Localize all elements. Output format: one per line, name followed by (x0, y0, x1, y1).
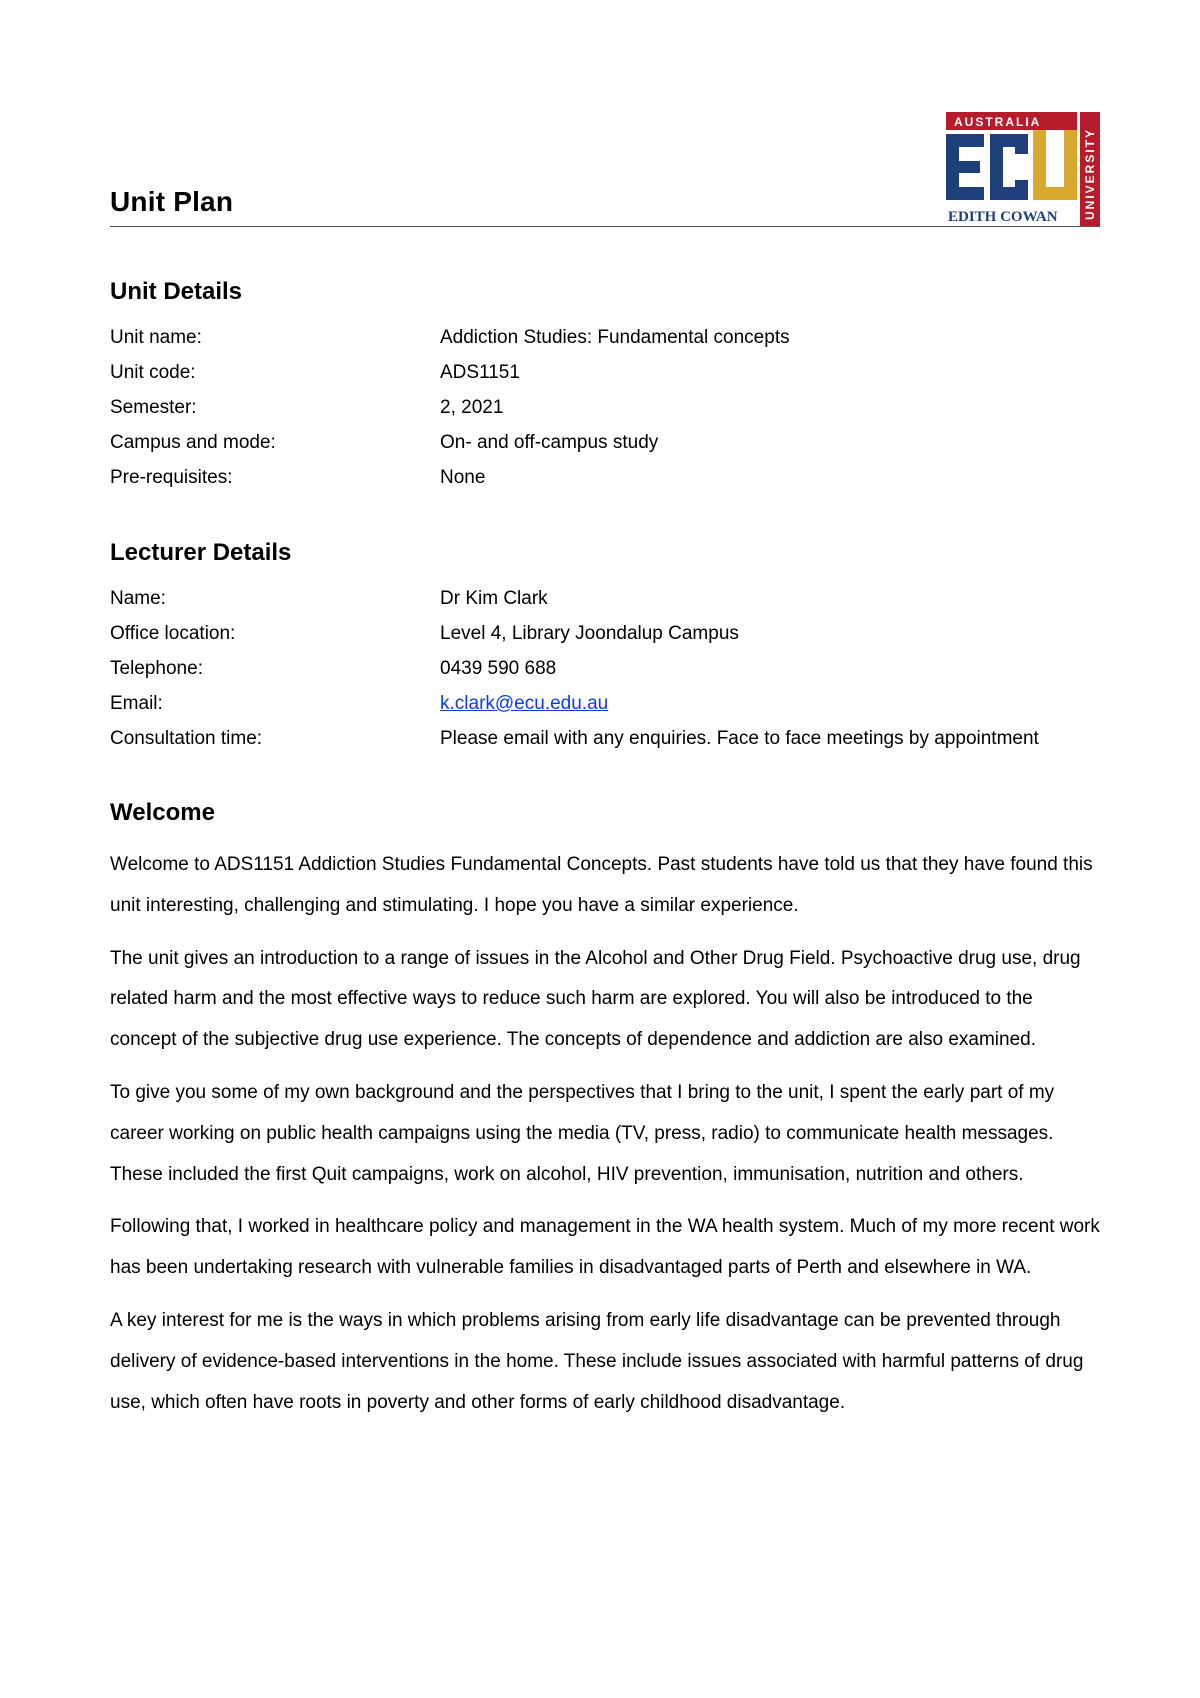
unit-code-label: Unit code: (110, 362, 196, 383)
welcome-heading: Welcome (110, 799, 215, 826)
office-location-value: Level 4, Library Joondalup Campus (440, 623, 739, 644)
prerequisites-row (110, 467, 1110, 493)
welcome-paragraph: To give you some of my own background and the perspectives that I bring to the unit, I spent the early part of my career working on public health campaigns using the media (TV, press, radio) to communicate health messages. These included the first Quit campaigns, work on alcohol, HIV prevention, immunisation, nutrition and others. (110, 1081, 1055, 1185)
office-location-row (110, 623, 1110, 649)
unit-name-label: Unit name: (110, 327, 202, 348)
welcome-paragraph: Welcome to ADS1151 Addiction Studies Fundamental Concepts. Past students have told us that they have found this unit interesting, challenging and stimulating. I hope you have a similar experience. (110, 854, 1093, 916)
unit-code-value: ADS1151 (440, 362, 520, 383)
welcome-body (110, 845, 1100, 1435)
lecturer-name-value: Dr Kim Clark (440, 588, 548, 609)
campus-mode-row (110, 432, 1110, 458)
prerequisites-label: Pre-requisites: (110, 467, 233, 488)
svg-text:EDITH COWAN: EDITH COWAN (948, 209, 1058, 225)
email-row (110, 693, 1110, 719)
unit-code-row (110, 362, 1110, 388)
campus-mode-value: On- and off-campus study (440, 432, 659, 453)
consultation-time-value: Please email with any enquiries. Face to face meetings by appointment (440, 728, 1039, 749)
lecturer-name-row (110, 588, 1110, 614)
lecturer-details-heading: Lecturer Details (110, 539, 292, 566)
welcome-paragraph: Following that, I worked in healthcare policy and management in the WA health system. Much of my more recent work has been undertaking research with vulnerable families in disadvantaged parts of Perth and elsewhere in WA. (110, 1216, 1100, 1279)
email-link[interactable]: k.clark@ecu.edu.au (440, 693, 609, 714)
prerequisites-value: None (440, 467, 486, 488)
unit-details-heading: Unit Details (110, 278, 243, 305)
email-label: Email: (110, 693, 163, 714)
svg-text:AUSTRALIA: AUSTRALIA (954, 115, 1042, 129)
semester-label: Semester: (110, 397, 197, 418)
unit-name-value: Addiction Studies: Fundamental concepts (440, 327, 790, 348)
campus-mode-label: Campus and mode: (110, 432, 276, 453)
semester-value: 2, 2021 (440, 397, 504, 418)
title-divider (110, 226, 1100, 227)
consultation-time-label: Consultation time: (110, 728, 263, 749)
page-header (110, 112, 1100, 228)
welcome-paragraph: The unit gives an introduction to a range of issues in the Alcohol and Other Drug Field. Psychoactive drug use, drug related harm and the most effective ways to reduce such harm are explored. You will also be introduced to the concept of the subjective drug use experience. The concepts of dependence and addiction are also examined. (110, 947, 1081, 1051)
unit-name-row (110, 327, 1110, 353)
telephone-row (110, 658, 1110, 684)
lecturer-name-label: Name: (110, 588, 166, 609)
page-title: Unit Plan (110, 186, 234, 217)
ecu-logo (946, 112, 1100, 226)
office-location-label: Office location: (110, 623, 236, 644)
telephone-label: Telephone: (110, 658, 203, 679)
semester-row (110, 397, 1110, 423)
svg-text:UNIVERSITY: UNIVERSITY (1083, 127, 1097, 220)
telephone-value: 0439 590 688 (440, 658, 557, 679)
welcome-paragraph: A key interest for me is the ways in which problems arising from early life disadvantage can be prevented through delivery of evidence-based interventions in the home. These include issues associated with harmful patterns of drug use, which often have roots in poverty and other forms of early childhood disadvantage. (110, 1309, 1084, 1413)
consultation-time-row (110, 728, 1110, 754)
